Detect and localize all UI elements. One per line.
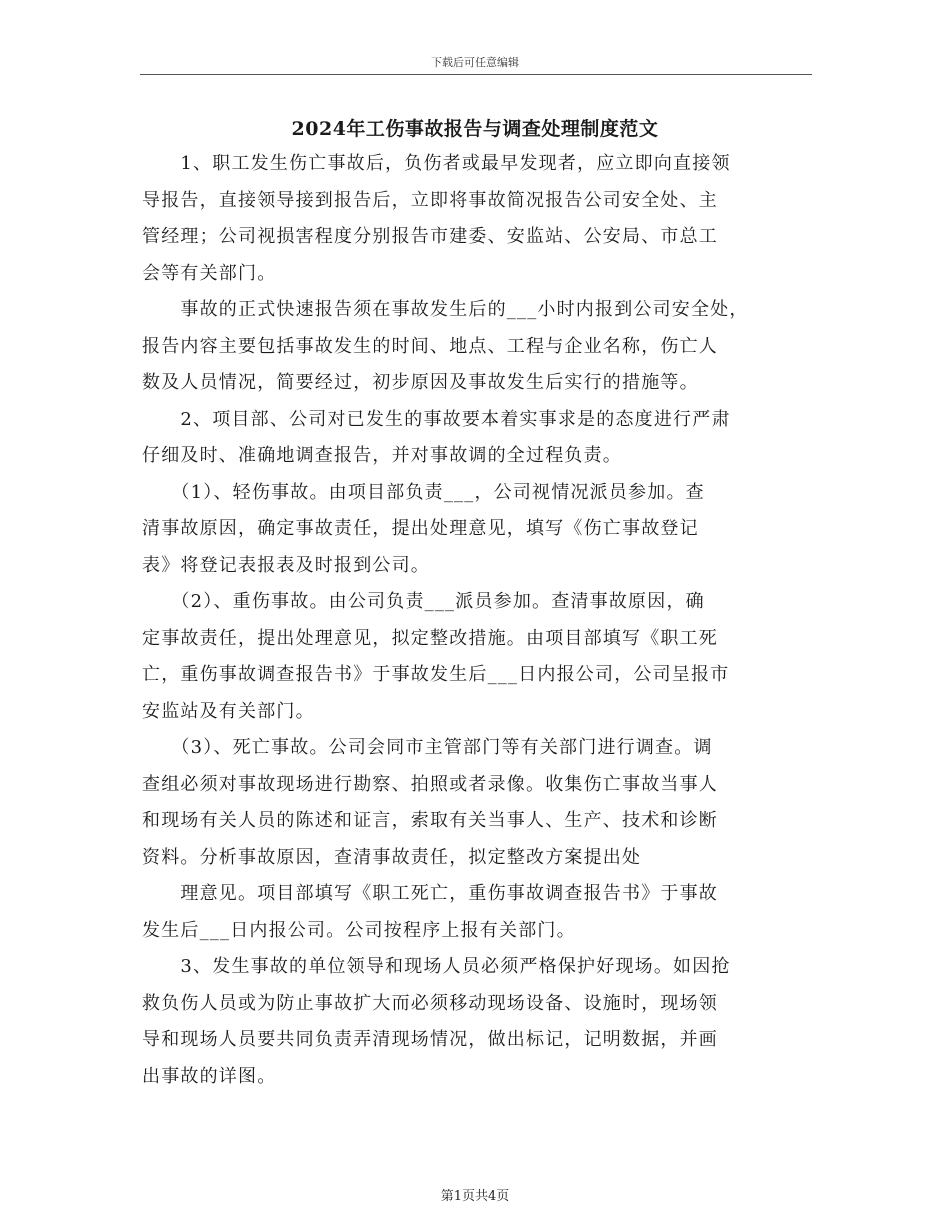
text-line: （2）、重伤事故。由公司负责___派员参加。查清事故原因，确 <box>142 591 705 612</box>
text-line: 2、项目部、公司对已发生的事故要本着实事求是的态度进行严肃 <box>142 408 731 430</box>
text-line: 定事故责任，提出处理意见，拟定整改措施。由项目部填写《职工死 <box>142 627 718 649</box>
text-line: 1、职工发生伤亡事故后，负伤者或最早发现者，应立即向直接领 <box>142 153 731 174</box>
text-line: 数及人员情况，简要经过，初步原因及事故发生后实行的措施等。 <box>142 372 699 393</box>
document-title: 2024年工伤事故报告与调查处理制度范文 <box>291 118 659 140</box>
text-line: 亡，重伤事故调查报告书》于事故发生后___日内报公司，公司呈报市 <box>142 664 730 685</box>
text-line: 导和现场人员要共同负责弄清现场情况，做出标记，记明数据，并画 <box>142 1029 718 1050</box>
text-line: 仔细及时、准确地调查报告，并对事故调的全过程负责。 <box>142 445 622 466</box>
text-line: 理意见。项目部填写《职工死亡，重伤事故调查报告书》于事故 <box>142 883 718 904</box>
text-line: 查组必须对事故现场进行勘察、拍照或者录像。收集伤亡事故当事人 <box>142 773 718 795</box>
text-line: 报告内容主要包括事故发生的时间、地点、工程与企业名称，伤亡人 <box>142 335 718 357</box>
page-number-footer: 第1页共4页 <box>440 1189 510 1204</box>
text-line: 表》将登记表报表及时报到公司。 <box>142 554 430 576</box>
text-line: 和现场有关人员的陈述和证言，索取有关当事人、生产、技术和诊断 <box>142 810 718 831</box>
text-line: 发生后___日内报公司。公司按程序上报有关部门。 <box>142 919 576 941</box>
text-line: 安监站及有关部门。 <box>142 700 315 722</box>
header-divider <box>140 74 812 75</box>
text-line: （3）、死亡事故。公司会同市主管部门等有关部门进行调查。调 <box>142 737 713 758</box>
text-line: 事故的正式快速报告须在事故发生后的___小时内报到公司安全处， <box>142 299 749 320</box>
text-line: 清事故原因，确定事故责任，提出处理意见，填写《伤亡事故登记 <box>142 518 699 539</box>
text-line: 会等有关部门。 <box>142 262 277 284</box>
text-line: 资料。分析事故原因，查清事故责任，拟定整改方案提出处 <box>142 846 642 868</box>
text-line: 3、发生事故的单位领导和现场人员必须严格保护好现场。如因抢 <box>142 956 731 977</box>
page-header: 下载后可任意编辑 <box>431 56 519 69</box>
text-line: 救负伤人员或为防止事故扩大而必须移动现场设备、设施时，现场领 <box>142 992 718 1014</box>
text-line: 出事故的详图。 <box>142 1065 277 1087</box>
text-line: （1）、轻伤事故。由项目部负责___，公司视情况派员参加。查 <box>142 481 705 503</box>
text-line: 导报告，直接领导接到报告后，立即将事故简况报告公司安全处、主 <box>142 189 718 211</box>
text-line: 管经理；公司视损害程度分别报告市建委、安监站、公安局、市总工 <box>142 226 718 247</box>
document-body <box>142 146 814 1095</box>
